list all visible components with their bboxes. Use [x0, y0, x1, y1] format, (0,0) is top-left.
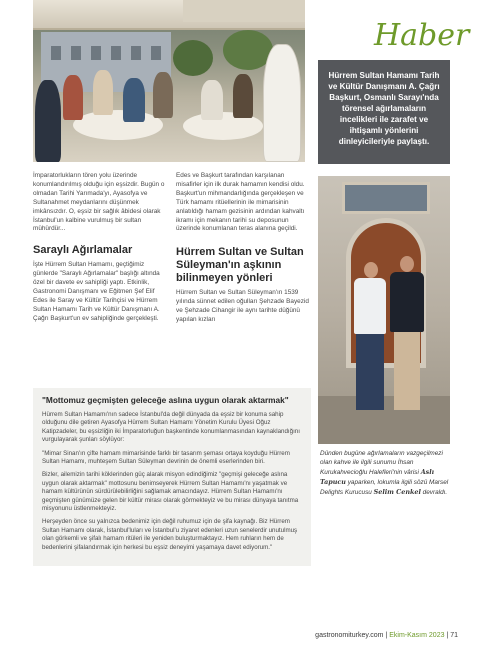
event-photo — [33, 0, 305, 162]
footer-site: gastronomiturkey.com — [315, 632, 384, 639]
highlight-caption: Hürrem Sultan Hamamı Tarih ve Kültür Danışmanı A. Çağrı Başkurt, Osmanlı Sarayı'nda törensel ağırlamaların incelikleri ile zarafet ve ihtişamlı yönlerini dinleyicileriyle paylaştı. — [328, 71, 440, 146]
body-paragraph: Hürrem Sultan ve Sultan Süleyman'ın 1539 yılında sünnet edilen oğulları Şehzade Bayezid ve Şehzade Cihangir ile aynı tarihte düğünü yapılan kızları — [176, 289, 309, 324]
quote-paragraph: "Mimar Sinan'ın çifte hamam mimarisinde farklı bir tasarım şeması ortaya koyduğu Hürrem Sultan Hamamı, muhteşem Sultan Süleyman devrinin de önemli eserlerinden biri. — [42, 449, 290, 466]
subheading: Saraylı Ağırlamalar — [33, 244, 133, 257]
footer-separator: | — [444, 632, 451, 639]
photo-caption — [320, 450, 450, 498]
footer-issue: Ekim-Kasım 2023 — [389, 632, 445, 639]
body-paragraph: Edes ve Başkurt tarafından karşılanan misafirler için ilk durak hamamın kendisi oldu. Başkurt'un mihmandarlığında gerçekleşen ve Türk hamamı ritüellerinin ile mimarisinin anlatıldığı hamam gezisinin ardından kahvaltı ikramı için mekanın tarihi su deposunun üzerinde konumlanan teras alanına geçildi. — [176, 172, 305, 233]
page-footer — [298, 632, 458, 639]
section-title: Haber — [374, 18, 470, 53]
article-column-1 — [33, 172, 168, 324]
page-number: 71 — [450, 632, 458, 639]
quote-box — [33, 388, 311, 566]
caption-text: Dünden bugüne ağırlamaların vazgeçilmezi olan kahve ile ilgili sunumu İhsan Kurukahvecioğlu Halefleri'nin vârisi — [320, 450, 443, 476]
caption-text: yaparken, lokumla ilgili sözü Marsel Delights Kurucusu — [320, 478, 449, 496]
quote-paragraph: Herşeyden önce su yalnızca bedenimiz için değil ruhumuz için de şifa kaynağı. Biz Hürrem Sultan Hamamı olarak, İstanbul'luları ve İstanbul'u ziyaret edenleri uzun senelerdir unutulmuş olan görkemli ve şifalı hamam ritüleri ile yeniden buluşturmaktayız. Hem ruhların hem de bedenlerini şifalandırmak için herkesi bu eşsiz deneyimi yaşamaya davet ediyorum." — [42, 518, 298, 551]
umbrella-shape — [183, 0, 305, 22]
footer-separator: | — [383, 632, 390, 639]
quote-paragraph: Hürrem Sultan Hamamı'nın sadece İstanbul'da değil dünyada da eşsiz bir konuma sahip olduğunu dile getiren Ayasofya Hürrem Sultan Hamamı Yönetim Kurulu Üyesi Oğuz Katipzadeler, bu eşsizliğin iki İmparatorluğun başkentinde konumlanmasından kaynaklandığını vurgulayarak şunları söylüyor: — [42, 411, 300, 444]
caption-name: Aslı Tapucu — [320, 467, 435, 486]
subheading: Hürrem Sultan ve Sultan Süleyman'ın aşkının bilinmeyen yönleri — [176, 246, 304, 285]
quote-paragraph: Bizler, ailemizin tarihi köklerinden güç alarak misyon edindiğimiz "geçmişi geleceğe aslına uygun olarak aktarmak" mottosunu benimseyerek Hürrem Sultan Hamamı'nı yaşatmak ve hamam kültürünün sürdürülebilirliğini sağlamak amacındayız. Hürrem Sultan Hamamı'nı geçmişten günümüze gelen bir kültür mirası olarak görmekteyiz ve bu mirası dünyaya tanıtma misyonunu üstlenmekteyiz. — [42, 471, 299, 513]
quote-title: "Mottomuz geçmişten geleceğe aslına uygun olarak aktarmak" — [42, 395, 289, 405]
caption-name: Selim Cenkel — [373, 487, 421, 496]
portrait-photo — [318, 176, 450, 444]
intro-paragraph: İmparatorlukların tören yolu üzerinde konumlandırılmış olduğu için eşsizdir. Bugün o olmadan Tarihi Yarımada'yı, Ayasofya ve Sultanahmet meydanlarını düşünmek imkânsızdır. O, eşsiz bir sağlık âbidesi olarak İstanbul'un kalbine vurulmuş bir sultan mühürdür... — [33, 172, 165, 233]
body-paragraph: İşte Hürrem Sultan Hamamı, geçtiğimiz günlerde "Saraylı Ağırlamalar" başlığı altında özel bir davete ev sahipliği yaptı. Etkinlik, Gastronomi Danışmanı ve Eğitmen Şef Elif Edes ile Saray ve Kültür Tarihçisi ve Hürrem Sultan Hamamı Tarih ve Kültür Danışmanı A. Çağrı Başkurt'un ev sahipliğinde gerçekleşti. — [33, 261, 160, 322]
caption-text: devraldı. — [420, 488, 448, 496]
highlight-caption-box — [318, 60, 450, 164]
article-column-2 — [176, 172, 311, 325]
floor-shape — [318, 396, 450, 444]
tile-panel-shape — [342, 182, 430, 214]
